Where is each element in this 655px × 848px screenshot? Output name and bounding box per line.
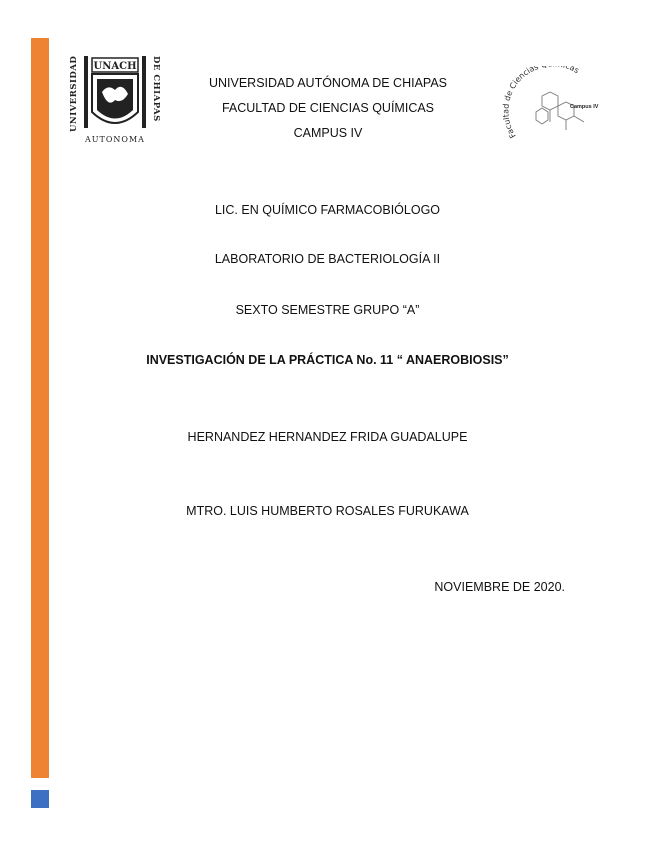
faculty-seal-icon xyxy=(498,66,608,148)
unach-arc-left: UNIVERSIDAD xyxy=(69,55,79,132)
unach-seal-icon xyxy=(64,52,166,144)
unach-shield-text: UNACH xyxy=(93,61,137,72)
orange-side-bar xyxy=(31,38,49,778)
faculty-campus-label: Campus IV xyxy=(570,104,599,110)
campus-name: CAMPUS IV xyxy=(293,126,363,140)
unach-arc-right: DE CHIAPAS xyxy=(151,56,161,122)
laboratory-name: LABORATORIO DE BACTERIOLOGÍA II xyxy=(214,252,441,266)
unach-bottom-label: AUTONOMA xyxy=(85,135,145,144)
faculty-arc-text: Facultad de Ciencias cas xyxy=(501,66,581,140)
university-name: UNIVERSIDAD AUTÓNOMA DE CHIAPAS xyxy=(208,76,447,90)
student-name: HERNANDEZ HERNANDEZ FRIDA GUADALUPE xyxy=(187,430,468,444)
document-title: INVESTIGACIÓN DE LA PRÁCTICA No. 11 “ ANAEROBIOSIS” xyxy=(146,353,509,367)
svg-text:UNIVERSIDAD xyxy=(69,56,79,132)
svg-text:Facultad de Ciencias Químicas xyxy=(501,66,580,140)
svg-text:DE CHIAPAS xyxy=(151,56,161,122)
faculty-name: FACULTAD DE CIENCIAS QUÍMICAS xyxy=(221,101,435,115)
semester-group: SEXTO SEMESTRE GRUPO “A” xyxy=(235,303,420,317)
document-date: NOVIEMBRE DE 2020. xyxy=(434,580,565,594)
teacher-name: MTRO. LUIS HUMBERTO ROSALES FURUKAWA xyxy=(186,504,469,518)
degree-program: LIC. EN QUÍMICO FARMACOBIÓLOGO xyxy=(214,203,441,217)
blue-corner-square xyxy=(31,790,49,808)
